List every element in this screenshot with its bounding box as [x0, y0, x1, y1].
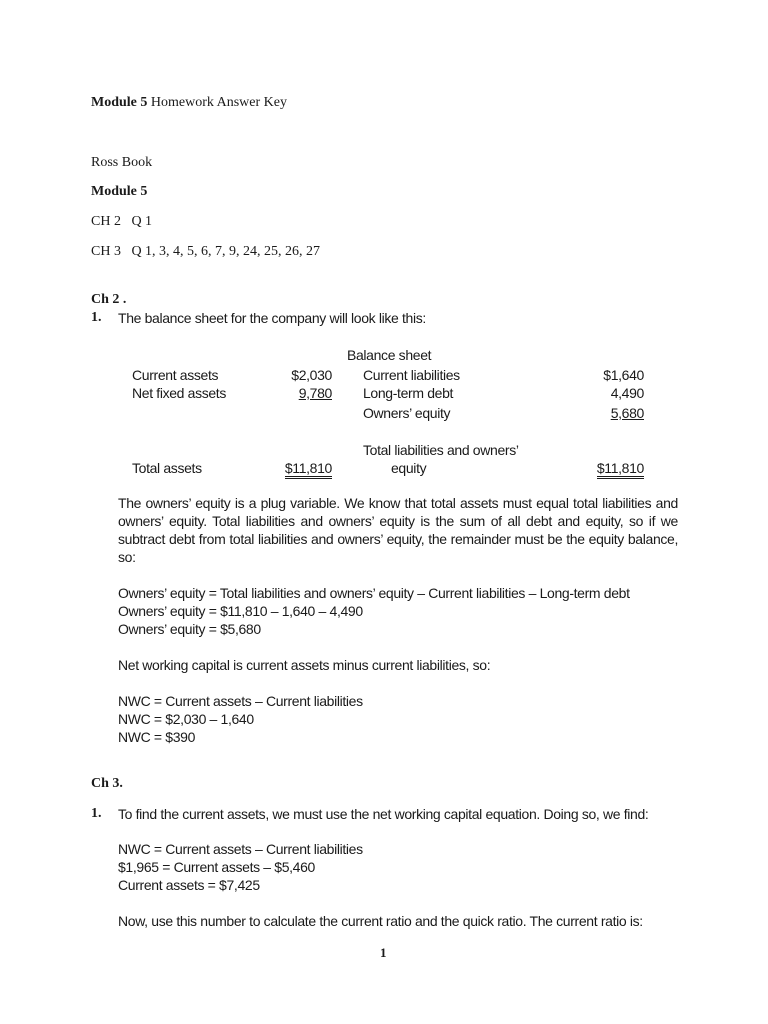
bs-right-label-2: Owners’ equity [363, 405, 451, 421]
ch3-questions: CH 3 Q 1, 3, 4, 5, 6, 7, 9, 24, 25, 26, 27 [91, 244, 321, 259]
nwc-line-1: NWC = $2,030 – 1,640 [118, 711, 254, 727]
ch3-line-0: NWC = Current assets – Current liabilities [118, 841, 363, 857]
ch2-q1-number: 1. [91, 310, 102, 325]
balance-sheet-title: Balance sheet [347, 347, 432, 363]
ch3-q1-number: 1. [91, 806, 102, 821]
bs-left-label-0: Current assets [132, 367, 219, 383]
bs-total-right-label-2: equity [391, 460, 427, 476]
nwc-intro: Net working capital is current assets minus current liabilities, so: [118, 657, 491, 673]
ch3-line-1: $1,965 = Current assets – $5,460 [118, 859, 315, 875]
ch3-heading: Ch 3. [91, 776, 123, 791]
bs-left-value-1: 9,780 [298, 385, 332, 401]
bs-total-right-label-1: Total liabilities and owners’ [363, 442, 519, 458]
equity-line-1: Owners’ equity = $11,810 – 1,640 – 4,490 [118, 603, 363, 619]
ch3-q1-intro: To find the current assets, we must use the net working capital equation. Doing so, we find: [118, 806, 649, 822]
page-number: 1 [380, 945, 387, 960]
equity-line-0: Owners’ equity = Total liabilities and owners’ equity – Current liabilities – Long-term debt [118, 585, 630, 601]
bs-right-label-1: Long-term debt [363, 385, 454, 401]
bs-total-left-label: Total assets [132, 460, 202, 476]
bs-left-label-1: Net fixed assets [132, 385, 226, 401]
ch2-questions: CH 2 Q 1 [91, 214, 153, 229]
ch3-next: Now, use this number to calculate the current ratio and the quick ratio. The current ratio is: [118, 913, 643, 929]
bs-right-value-0: $1,640 [603, 367, 644, 383]
nwc-line-0: NWC = Current assets – Current liabilities [118, 693, 363, 709]
ch2-heading: Ch 2 . [91, 292, 127, 307]
ch2-explanation: The owners’ equity is a plug variable. We know that total assets must equal total liabilities and owners’ equity. Total liabilities and owners’ equity is the sum of all debt and equity, so if we subtract debt from total liabilities and owners’ equity, the remainder must be the equity balance, so: [118, 495, 678, 565]
bs-total-left-value: $11,810 [260, 459, 332, 477]
nwc-line-2: NWC = $390 [118, 729, 196, 745]
ch3-line-2: Current assets = $7,425 [118, 877, 260, 893]
module-heading: Module 5 [91, 184, 148, 199]
bs-right-value-1: 4,490 [610, 385, 644, 401]
bs-total-right-value: $11,810 [570, 459, 644, 477]
bs-right-value-2: 5,680 [610, 405, 644, 421]
book-name: Ross Book [91, 155, 153, 170]
ch2-q1-intro: The balance sheet for the company will look like this: [118, 310, 426, 326]
bs-left-value-0: $2,030 [291, 367, 332, 383]
equity-line-2: Owners’ equity = $5,680 [118, 621, 261, 637]
document-title: Module 5 Homework Answer Key [91, 95, 287, 110]
bs-right-label-0: Current liabilities [363, 367, 460, 383]
